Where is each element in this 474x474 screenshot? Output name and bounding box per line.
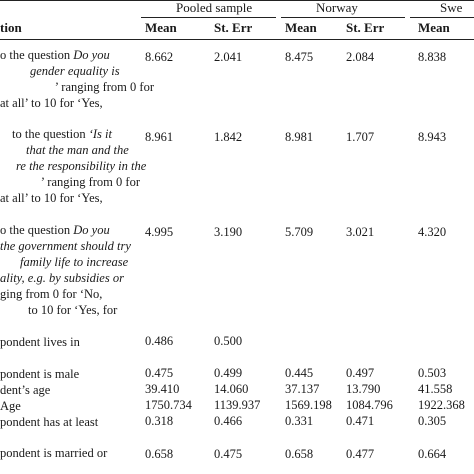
group-underline-pooled: [141, 17, 276, 18]
description-line: ality, e.g. by subsidies or: [0, 271, 124, 285]
cell-mean-norway: 8.981: [285, 130, 314, 144]
cell-mean-norway: 1569.198: [285, 398, 332, 412]
description-line: pondent is male: [0, 367, 80, 381]
cell-mean-pooled: 0.486: [145, 334, 174, 348]
row-description: [0, 445, 107, 461]
cell-sterr-norway: 0.497: [346, 366, 375, 380]
cell-mean-sweden: 0.503: [418, 366, 447, 380]
description-line: to the question ‘Is it: [12, 127, 112, 141]
cell-sterr-pooled: 1.842: [214, 130, 243, 144]
description-line: pondent lives in: [0, 335, 80, 349]
row-description: [0, 222, 131, 318]
cell-mean-norway: 8.475: [285, 50, 314, 64]
cell-mean-pooled: 8.662: [145, 50, 174, 64]
description-line: Age: [0, 399, 21, 413]
description-line: at all’ to 10 for ‘Yes,: [0, 191, 103, 205]
cell-mean-sweden: 0.305: [418, 414, 447, 428]
cell-mean-sweden: 41.558: [418, 382, 453, 396]
variable-column-header: tion: [0, 20, 22, 35]
cell-mean-pooled: 39.410: [145, 382, 180, 396]
group-header-pooled: Pooled sample: [176, 0, 253, 15]
description-line: ging from 0 for ‘No,: [0, 287, 103, 301]
cell-mean-sweden: 8.943: [418, 130, 447, 144]
row-description: [0, 398, 21, 414]
cell-sterr-pooled: 14.060: [214, 382, 249, 396]
group-underline-sweden: [410, 17, 474, 18]
description-line: re the responsibility in the: [16, 159, 147, 173]
cell-mean-norway: 5.709: [285, 225, 314, 239]
cell-mean-sweden: 4.320: [418, 225, 447, 239]
description-line: the government should try: [0, 239, 131, 253]
cell-mean-pooled: 8.961: [145, 130, 174, 144]
cell-sterr-norway: 1084.796: [346, 398, 393, 412]
column-header-sterr-norway: St. Err: [346, 20, 385, 35]
cell-sterr-pooled: 3.190: [214, 225, 243, 239]
cell-mean-norway: 0.445: [285, 366, 314, 380]
description-line: o the question Do you: [0, 223, 110, 237]
group-header-sweden: Swe: [440, 0, 463, 15]
row-description: [0, 366, 79, 382]
cell-sterr-pooled: 0.475: [214, 447, 243, 461]
description-line: family life to increase: [20, 255, 129, 269]
cell-sterr-pooled: 1139.937: [214, 398, 261, 412]
description-line: gender equality is: [30, 64, 120, 78]
header-bottom-rule: [0, 39, 474, 40]
cell-sterr-pooled: 0.466: [214, 414, 243, 428]
cell-sterr-pooled: 0.500: [214, 334, 243, 348]
cell-sterr-pooled: 2.041: [214, 50, 243, 64]
description-line: at all’ to 10 for ‘Yes,: [0, 96, 103, 110]
column-header-mean-norway: Mean: [285, 20, 317, 35]
description-line: to 10 for ‘Yes, for: [28, 303, 118, 317]
cell-mean-pooled: 0.318: [145, 414, 174, 428]
row-description: [0, 334, 80, 350]
cell-mean-sweden: 8.838: [418, 50, 447, 64]
cell-mean-pooled: 4.995: [145, 225, 174, 239]
cell-sterr-norway: 0.477: [346, 447, 375, 461]
cell-mean-norway: 0.331: [285, 414, 314, 428]
cell-sterr-norway: 0.471: [346, 414, 375, 428]
description-line: that the man and the: [26, 143, 129, 157]
cell-mean-pooled: 1750.734: [145, 398, 192, 412]
cell-mean-pooled: 0.658: [145, 447, 174, 461]
column-header-mean-pooled: Mean: [145, 20, 177, 35]
cell-sterr-norway: 2.084: [346, 50, 375, 64]
row-description: [0, 414, 98, 430]
description-line: ’ ranging from 0 for: [54, 80, 154, 94]
cell-mean-sweden: 1922.368: [418, 398, 465, 412]
description-line: pondent is married or: [0, 446, 108, 460]
cell-sterr-pooled: 0.499: [214, 366, 243, 380]
cell-sterr-norway: 13.790: [346, 382, 381, 396]
row-description: [0, 47, 154, 111]
cell-mean-norway: 0.658: [285, 447, 314, 461]
description-line: ’ ranging from 0 for: [40, 175, 140, 189]
description-line: dent’s age: [0, 383, 51, 397]
description-line: pondent has at least: [0, 415, 99, 429]
cell-sterr-norway: 3.021: [346, 225, 375, 239]
group-header-norway: Norway: [316, 0, 358, 15]
column-header-mean-sweden: Mean: [418, 20, 450, 35]
cell-sterr-norway: 1.707: [346, 130, 375, 144]
cell-mean-norway: 37.137: [285, 382, 320, 396]
row-description: [0, 126, 146, 206]
cell-mean-sweden: 0.664: [418, 447, 447, 461]
description-line: o the question Do you: [0, 48, 110, 62]
column-header-sterr-pooled: St. Err: [214, 20, 253, 35]
row-description: [0, 382, 50, 398]
cell-mean-pooled: 0.475: [145, 366, 174, 380]
group-underline-norway: [281, 17, 405, 18]
